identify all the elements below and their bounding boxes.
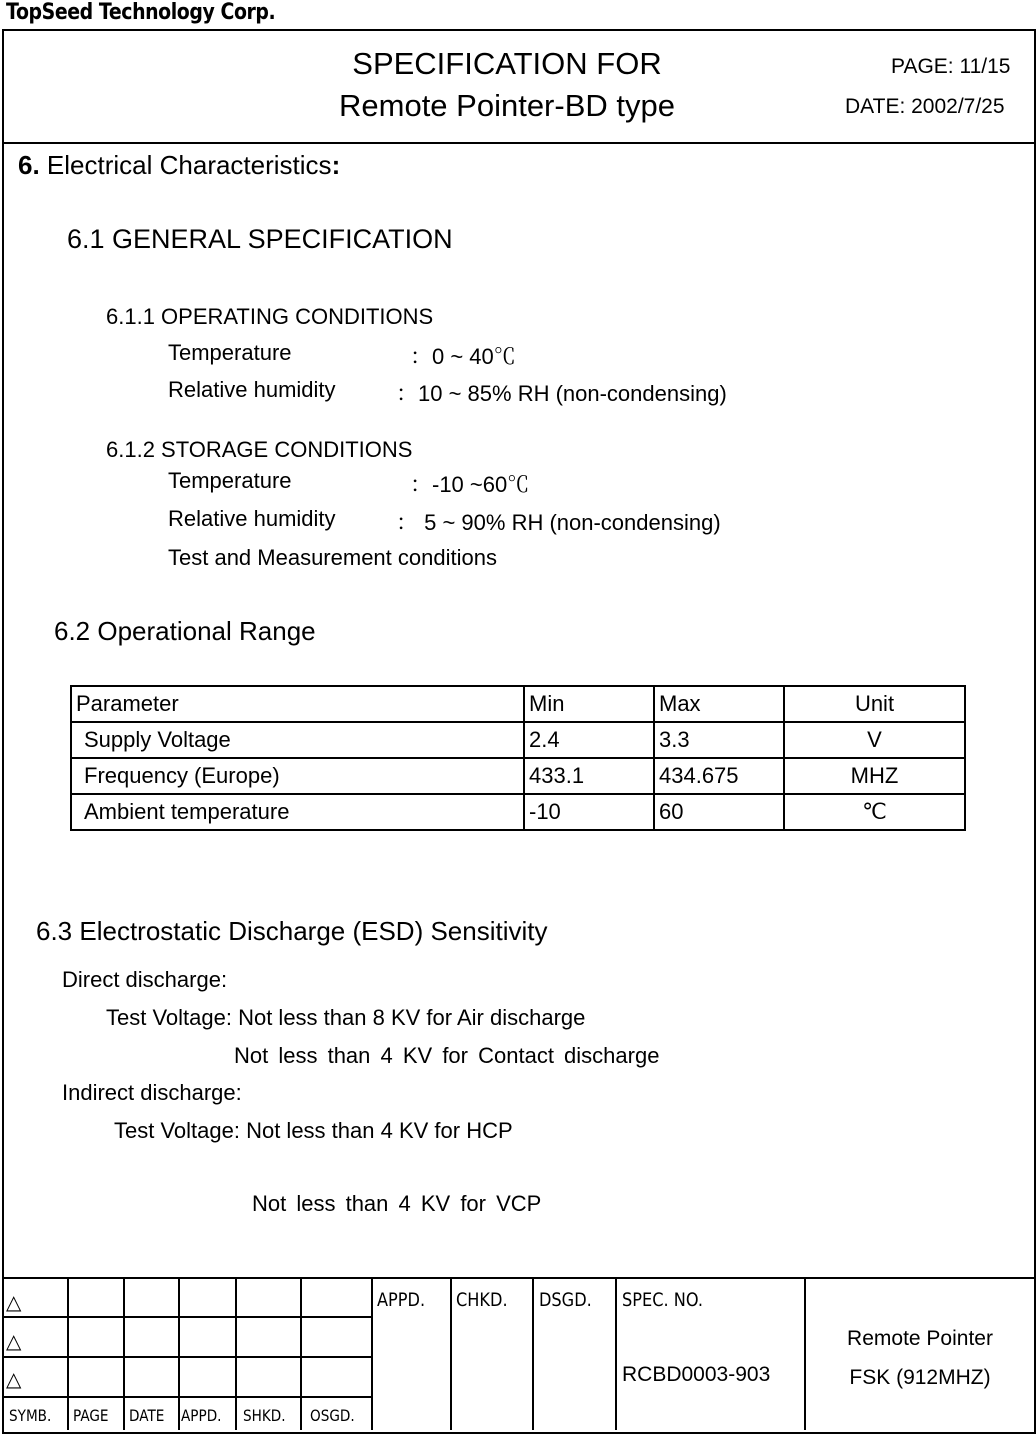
table-header-row [71,686,965,722]
page-label: PAGE [73,1406,109,1425]
section-title: Electrical Characteristics [46,150,332,180]
approval-grid-line [615,1278,617,1430]
section-heading [18,150,340,181]
header-parameter: Parameter [71,686,524,722]
date-label: DATE [129,1406,165,1425]
header-unit: Unit [784,686,965,722]
shkd-label: SHKD. [243,1406,286,1425]
spec-title-line1: SPECIFICATION FOR [352,46,662,81]
storage-temp-label: Temperature [168,468,292,493]
cell-parameter: Supply Voltage [71,722,524,758]
revision-grid-line [178,1278,180,1430]
revision-grid-line [123,1278,125,1430]
indirect-discharge-label: Indirect discharge: [62,1080,242,1105]
general-spec-heading: 6.1 GENERAL SPECIFICATION [67,224,453,254]
cell-parameter: Frequency (Europe) [71,758,524,794]
cell-min: 433.1 [524,758,654,794]
revision-grid-line [2,1396,372,1398]
osgd-label: OSGD. [310,1406,355,1425]
table-row [71,794,965,830]
cell-unit: ℃ [784,794,965,830]
symb-label: SYMB. [9,1406,52,1425]
cell-min: 2.4 [524,722,654,758]
indirect-discharge-hcp: Test Voltage: Not less than 4 KV for HCP [114,1118,513,1143]
cell-max: 434.675 [654,758,784,794]
cell-max: 3.3 [654,722,784,758]
storage-temp-value: ：-10 ~60℃ [410,472,530,497]
cell-unit: V [784,722,965,758]
operating-conditions-heading: 6.1.1 OPERATING CONDITIONS [106,304,434,329]
cell-parameter: Ambient temperature [71,794,524,830]
operating-humidity-value: ：10 ~ 85% RH (non-condensing) [396,381,727,406]
direct-discharge-contact: Not less than 4 KV for Contact discharge [234,1043,660,1068]
product-name: Remote Pointer [847,1327,993,1350]
test-measurement-note: Test and Measurement conditions [168,545,497,570]
section-number: 6. [18,150,40,180]
operating-humidity-label: Relative humidity [168,377,336,402]
approval-grid-line [450,1278,452,1430]
indirect-discharge-vcp: Not less than 4 KV for VCP [252,1191,542,1216]
operational-range-table [70,685,966,831]
revision-grid-line [235,1278,237,1430]
appd-label: APPD. [377,1289,426,1311]
revision-grid-line [300,1278,302,1430]
operating-temp-value: ：0 ~ 40℃ [410,344,516,369]
revision-grid-line [2,1356,372,1358]
cell-max: 60 [654,794,784,830]
chkd-label: CHKD. [456,1289,508,1311]
storage-humidity-value: ： 5 ~ 90% RH (non-condensing) [396,510,721,535]
revision-grid-line [2,1316,372,1318]
spec-number: RCBD0003-903 [622,1363,771,1386]
cell-unit: MHZ [784,758,965,794]
table-row [71,722,965,758]
header-divider [2,142,1034,144]
page-number: PAGE: 11/15 [891,55,1011,78]
approval-grid-line [804,1278,806,1430]
spec-no-label: SPEC. NO. [622,1289,704,1311]
operating-temp-label: Temperature [168,340,292,365]
footer-divider [2,1277,1034,1279]
product-variant: FSK (912MHZ) [849,1366,991,1389]
esd-heading: 6.3 Electrostatic Discharge (ESD) Sensitivity [36,916,548,946]
header-max: Max [654,686,784,722]
approval-grid-line [532,1278,534,1430]
direct-discharge-label: Direct discharge: [62,967,228,992]
header-min: Min [524,686,654,722]
cell-min: -10 [524,794,654,830]
document-date: DATE: 2002/7/25 [845,95,1005,118]
table-row [71,758,965,794]
storage-humidity-label: Relative humidity [168,506,336,531]
section-colon: : [331,150,341,180]
direct-discharge-air: Test Voltage: Not less than 8 KV for Air discharge [106,1005,586,1030]
revision-triangle-icon: △ [6,1290,22,1314]
revision-triangle-icon: △ [6,1329,22,1353]
spec-title-line2: Remote Pointer-BD type [339,88,675,123]
dsgd-label: DSGD. [539,1289,592,1311]
company-name: TopSeed Technology Corp. [6,0,276,25]
storage-conditions-heading: 6.1.2 STORAGE CONDITIONS [106,437,413,462]
appd-small-label: APPD. [181,1406,222,1425]
operational-range-heading: 6.2 Operational Range [54,616,316,646]
revision-triangle-icon: △ [6,1367,22,1391]
revision-grid-line [371,1278,373,1430]
revision-grid-line [67,1278,69,1430]
